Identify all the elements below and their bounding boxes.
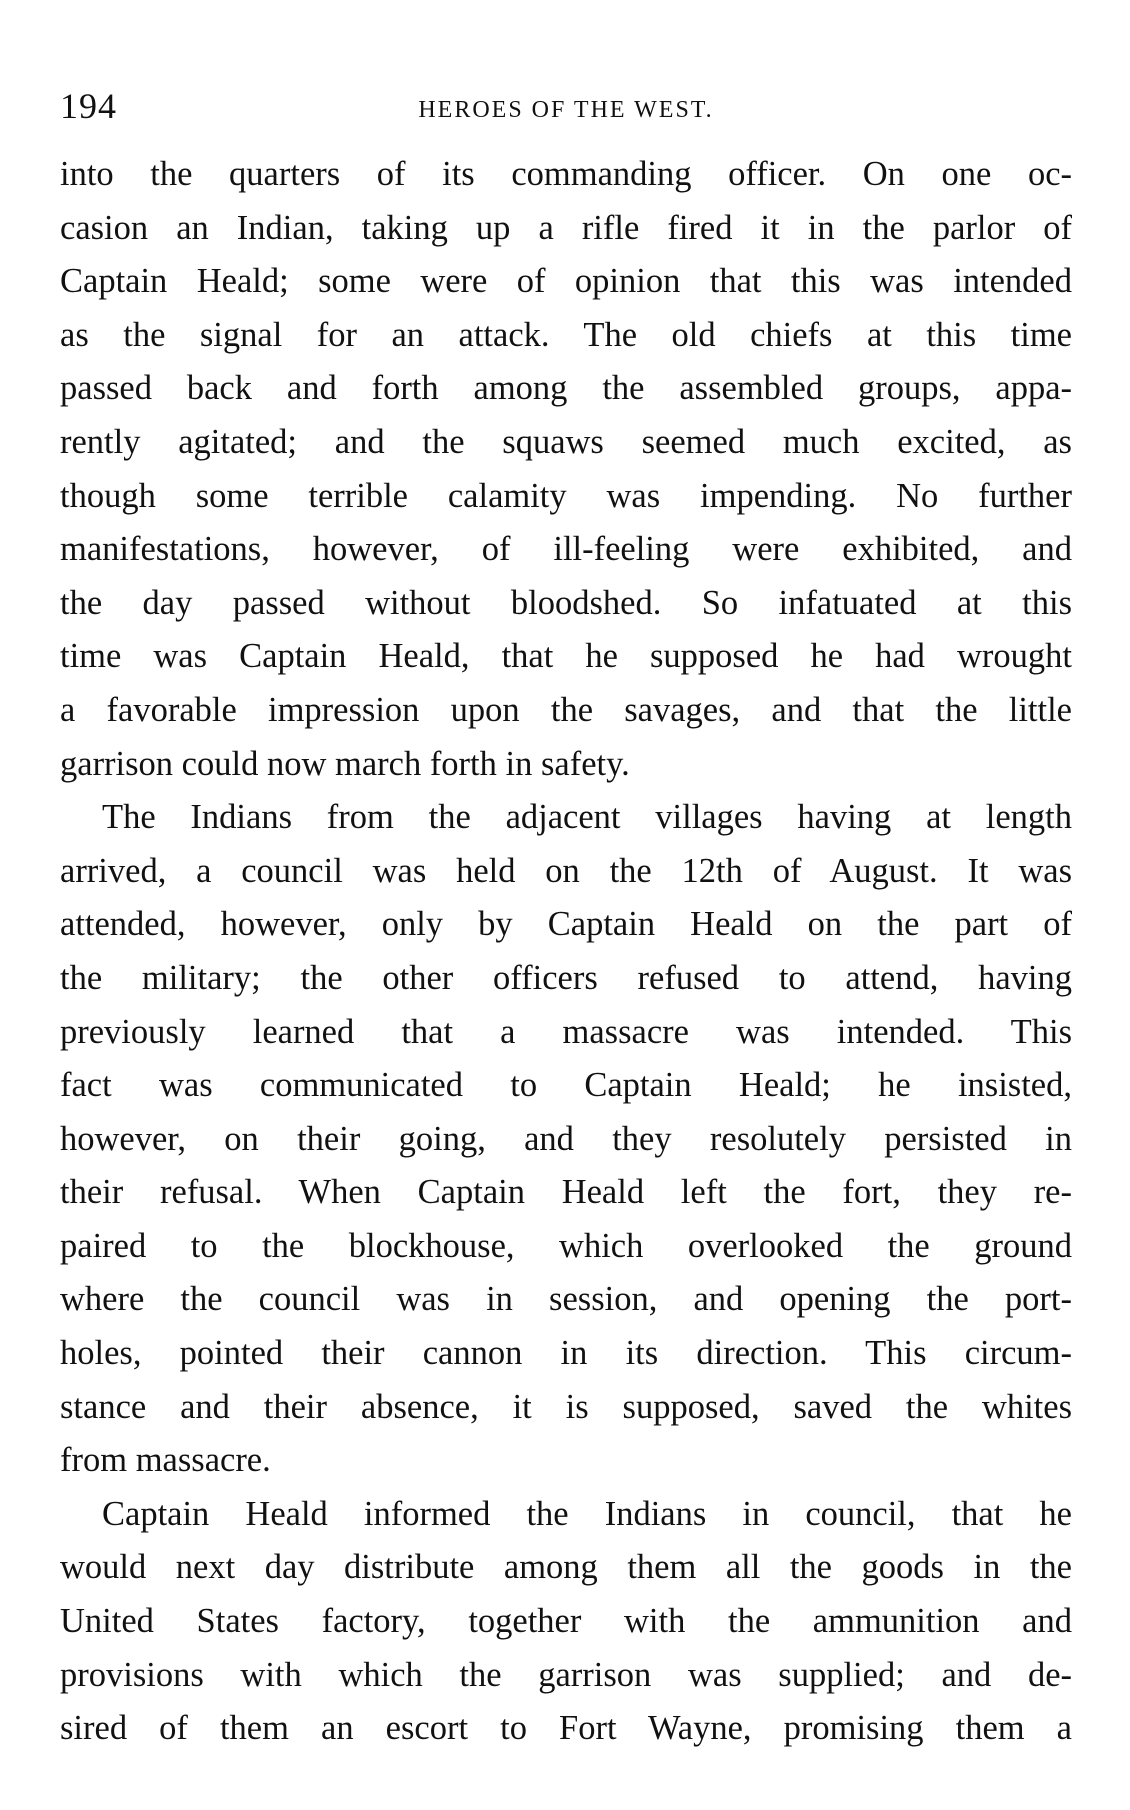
text-line: their refusal. When Captain Heald left the fort, they re- [60, 1173, 1072, 1212]
text-line: provisions with which the garrison was supplied; and de- [60, 1655, 1072, 1694]
text-line: as the signal for an attack. The old chiefs at this time [60, 315, 1072, 354]
text-line: previously learned that a massacre was intended. This [60, 1012, 1072, 1051]
running-head [60, 70, 1072, 130]
text-line: The Indians from the adjacent villages having at length [102, 798, 1072, 837]
text-line: casion an Indian, taking up a rifle fired it in the parlor of [60, 208, 1072, 247]
paragraph-3 [60, 1488, 1072, 1756]
text-line: paired to the blockhouse, which overlooked the ground [60, 1226, 1072, 1265]
text-line: rently agitated; and the squaws seemed much excited, as [60, 422, 1072, 461]
text-line: from massacre. [60, 1441, 271, 1480]
text-line: time was Captain Heald, that he supposed he had wrought [60, 637, 1072, 676]
body-text [60, 148, 1072, 1756]
text-line: however, on their going, and they resolutely persisted in [60, 1119, 1072, 1158]
text-line: where the council was in session, and opening the port- [60, 1280, 1072, 1319]
text-line: arrived, a council was held on the 12th of August. It was [60, 851, 1072, 890]
text-line: the military; the other officers refused to attend, having [60, 958, 1072, 997]
text-line: attended, however, only by Captain Heald on the part of [60, 905, 1072, 944]
text-line: though some terrible calamity was impending. No further [60, 476, 1072, 515]
text-line: a favorable impression upon the savages, and that the little [60, 690, 1072, 729]
text-line: stance and their absence, it is supposed, saved the whites [60, 1387, 1072, 1426]
text-line: into the quarters of its commanding officer. On one oc- [60, 155, 1072, 193]
text-line: fact was communicated to Captain Heald; he insisted, [60, 1066, 1072, 1105]
text-line: Captain Heald; some were of opinion that this was intended [60, 262, 1072, 301]
book-page [60, 70, 1072, 1756]
text-line: garrison could now march forth in safety. [60, 744, 630, 783]
paragraph-2 [60, 791, 1072, 1488]
text-line: United States factory, together with the ammunition and [60, 1602, 1072, 1641]
text-line: sired of them an escort to Fort Wayne, promising them a [60, 1709, 1072, 1748]
paragraph-1 [60, 148, 1072, 791]
running-title: HEROES OF THE WEST. [418, 97, 714, 123]
text-line: holes, pointed their cannon in its direction. This circum- [60, 1334, 1072, 1373]
text-line: Captain Heald informed the Indians in council, that he [102, 1494, 1072, 1533]
page-number: 194 [60, 86, 117, 126]
text-line: passed back and forth among the assembled groups, appa- [60, 369, 1072, 408]
text-line: manifestations, however, of ill-feeling were exhibited, and [60, 530, 1072, 569]
text-line: the day passed without bloodshed. So infatuated at this [60, 583, 1072, 622]
text-line: would next day distribute among them all the goods in the [60, 1548, 1072, 1587]
